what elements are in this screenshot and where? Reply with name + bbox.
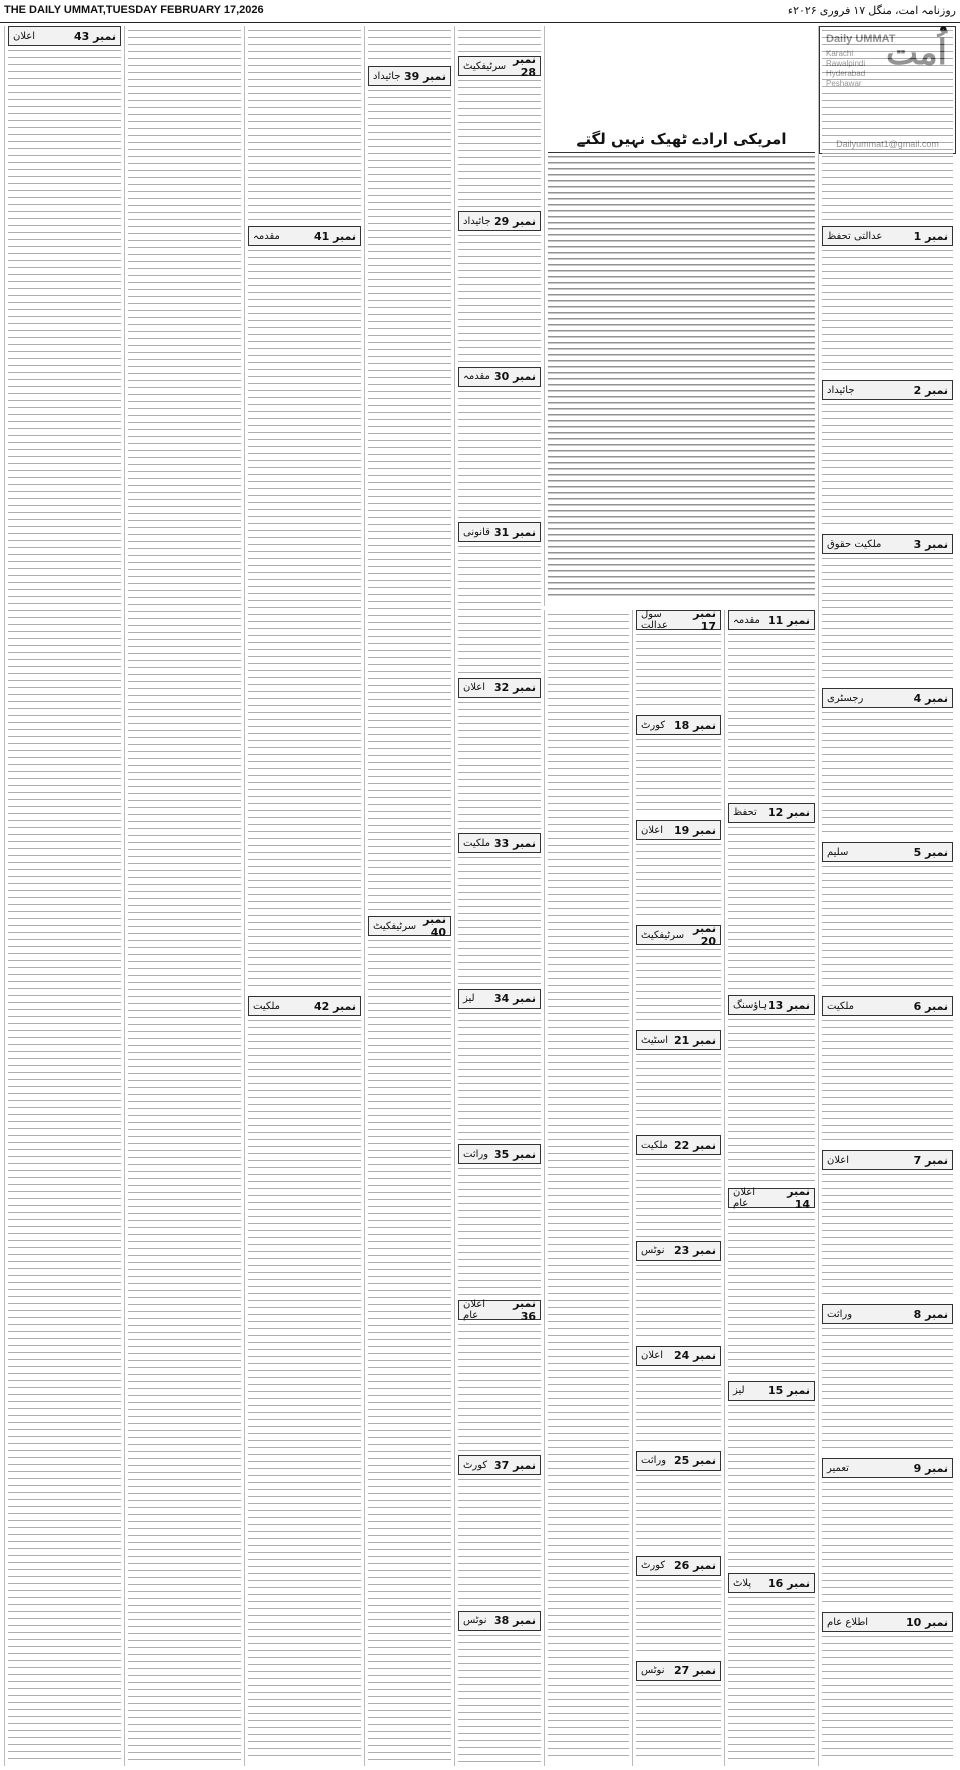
ad-number: نمبر 4 [913, 691, 948, 705]
column-6 [364, 26, 454, 1766]
ad-title: کورٹ [641, 719, 666, 731]
column-text [368, 30, 451, 62]
ad-heading [458, 522, 541, 542]
ad-title: سول عدالت [641, 610, 668, 631]
ad-body-text [636, 1685, 721, 1762]
ad-heading [458, 1455, 541, 1475]
ad-body-text [458, 1635, 541, 1762]
ad-heading [458, 989, 541, 1009]
ad-heading [636, 1135, 721, 1155]
ad-body-text [458, 1013, 541, 1140]
ad-heading [728, 803, 815, 823]
ad-number: نمبر 28 [513, 53, 536, 79]
ad-number: نمبر 2 [913, 383, 948, 397]
ad-number: نمبر 33 [494, 836, 536, 850]
ad-title: نوٹس [463, 1615, 487, 1627]
ad-body-text [458, 546, 541, 673]
ad-heading [728, 610, 815, 630]
ad-heading [248, 226, 361, 246]
ad-number: نمبر 26 [674, 1559, 716, 1573]
ad-body-text [728, 1597, 815, 1762]
ad-number: نمبر 15 [768, 1384, 810, 1398]
ad-title: کورٹ [463, 1459, 488, 1471]
ad-title: نوٹس [641, 1665, 665, 1677]
ad-number: نمبر 21 [674, 1033, 716, 1047]
column-text [548, 614, 629, 1762]
ad-body-text [8, 50, 121, 1762]
ad-number: نمبر 11 [768, 613, 810, 627]
ad-body-text [458, 1168, 541, 1295]
ad-heading [728, 1185, 815, 1211]
column-text [128, 30, 241, 1762]
ad-title: نوٹس [641, 1245, 665, 1257]
ad-body-text [636, 1580, 721, 1657]
ad-number: نمبر 35 [494, 1147, 536, 1161]
ad-heading [636, 610, 721, 633]
editorial-title: امریکی ارادے ٹھیک نہیں لگتے [548, 126, 815, 153]
ad-number: نمبر 19 [674, 823, 716, 837]
ad-title: مقدمہ [733, 614, 760, 626]
ad-heading [822, 534, 953, 554]
ad-body-text [636, 1475, 721, 1552]
ad-title: ملکیت حقوق [827, 538, 882, 550]
ad-title: اطلاع عام [827, 1616, 869, 1628]
ad-heading [822, 1458, 953, 1478]
ad-number: نمبر 37 [494, 1458, 536, 1472]
ad-body-text [458, 80, 541, 207]
column-text [822, 30, 953, 222]
ad-number: نمبر 7 [913, 1153, 948, 1167]
ad-number: نمبر 17 [693, 610, 716, 633]
ad-heading [458, 1144, 541, 1164]
ad-heading [368, 913, 451, 939]
ad-heading [822, 1150, 953, 1170]
ad-heading [636, 820, 721, 840]
ad-heading [458, 367, 541, 387]
column-2 [724, 610, 818, 1766]
ad-heading [458, 833, 541, 853]
ad-number: نمبر 39 [404, 69, 446, 83]
editorial-body [548, 156, 815, 596]
ad-heading [636, 1346, 721, 1366]
ad-body-text [822, 712, 953, 838]
column-text [458, 30, 541, 52]
header-left-title: THE DAILY UMMAT,TUESDAY FEBRUARY 17,2026 [4, 4, 264, 16]
ad-body-text [822, 1482, 953, 1608]
ad-body-text [728, 1019, 815, 1184]
ad-title: وراثت [827, 1308, 853, 1320]
ad-heading [458, 1611, 541, 1631]
ad-heading [636, 1556, 721, 1576]
header-right-text: روزنامہ امت، منگل ۱۷ فروری ۲۰۲۶ء [787, 5, 956, 17]
ad-title: جائیداد [827, 384, 855, 396]
ad-title: جائیداد [373, 70, 401, 82]
ad-number: نمبر 10 [906, 1615, 948, 1629]
ad-number: نمبر 3 [913, 537, 948, 551]
ad-title: ملکیت [463, 837, 491, 849]
column-3 [632, 610, 724, 1766]
ad-number: نمبر 29 [494, 214, 536, 228]
ad-number: نمبر 18 [674, 718, 716, 732]
ad-number: نمبر 30 [494, 370, 536, 384]
ad-title: سلیم [827, 846, 849, 858]
ad-body-text [458, 1479, 541, 1606]
ad-number: نمبر 12 [768, 806, 810, 820]
ad-heading [728, 1381, 815, 1401]
ad-number: نمبر 8 [913, 1307, 948, 1321]
ad-heading [636, 1661, 721, 1681]
ad-heading [822, 842, 953, 862]
ad-body-text [636, 1265, 721, 1342]
ad-body-text [822, 558, 953, 684]
ad-body-text [458, 857, 541, 984]
running-header [0, 0, 960, 23]
ad-title: ملکیت [827, 1000, 855, 1012]
ad-number: نمبر 34 [494, 992, 536, 1006]
ad-title: لیز [733, 1385, 745, 1397]
ad-title: پلاٹ [733, 1577, 752, 1589]
ad-number: نمبر 36 [513, 1296, 536, 1323]
ad-heading [636, 1451, 721, 1471]
ad-body-text [458, 391, 541, 518]
ad-heading [636, 1030, 721, 1050]
ad-body-text [458, 702, 541, 829]
ad-body-text [822, 1636, 953, 1762]
ad-title: اعلان [641, 1350, 664, 1362]
ad-title: اعلان [827, 1154, 850, 1166]
ad-number: نمبر 31 [494, 525, 536, 539]
ad-heading [636, 1241, 721, 1261]
ad-body-text [728, 1405, 815, 1570]
ad-number: نمبر 13 [768, 998, 810, 1012]
ad-heading [728, 995, 815, 1015]
ad-title: اعلان [463, 682, 486, 694]
ad-title: اعلان عام [463, 1298, 486, 1321]
ad-body-text [822, 1174, 953, 1300]
editorial-column [544, 26, 818, 606]
ad-heading [822, 1612, 953, 1632]
ad-number: نمبر 14 [787, 1185, 810, 1211]
ad-heading [822, 688, 953, 708]
ad-number: نمبر 6 [913, 999, 948, 1013]
ad-body-text [368, 90, 451, 912]
ad-heading [458, 1296, 541, 1323]
ad-body-text [636, 844, 721, 921]
ad-number: نمبر 22 [674, 1138, 716, 1152]
ad-title: اسٹیٹ [641, 1034, 669, 1046]
ad-heading [822, 226, 953, 246]
ad-title: مقدمہ [253, 230, 280, 242]
ad-body-text [458, 1324, 541, 1451]
ad-number: نمبر 32 [494, 681, 536, 695]
ad-number: نمبر 24 [674, 1349, 716, 1363]
ad-body-text [248, 1020, 361, 1762]
ad-heading [822, 996, 953, 1016]
column-8 [124, 26, 244, 1766]
ad-title: سرٹیفکیٹ [463, 60, 507, 72]
ad-body-text [636, 634, 721, 711]
ad-body-text [636, 1054, 721, 1131]
ad-heading [822, 380, 953, 400]
ad-body-text [822, 1020, 953, 1146]
ad-number: نمبر 43 [74, 29, 116, 43]
ad-title: قانونی [463, 526, 490, 538]
ad-title: سرٹیفکیٹ [373, 920, 417, 932]
ad-heading [368, 66, 451, 86]
ad-number: نمبر 9 [913, 1461, 948, 1475]
ad-title: ملکیت [641, 1139, 669, 1151]
ad-title: اعلان [641, 824, 664, 836]
ad-title: کورٹ [641, 1560, 666, 1572]
ad-body-text [636, 739, 721, 816]
ad-number: نمبر 40 [423, 913, 446, 939]
ad-number: نمبر 41 [314, 229, 356, 243]
ad-heading [822, 1304, 953, 1324]
ad-body-text [636, 1370, 721, 1447]
column-text [248, 30, 361, 222]
ad-heading [636, 922, 721, 949]
ad-body-text [248, 250, 361, 992]
ad-title: تحفظ [733, 807, 757, 819]
ad-heading [458, 678, 541, 698]
ad-title: ہاؤسنگ [733, 999, 768, 1011]
ad-number: نمبر 16 [768, 1576, 810, 1590]
ad-number: نمبر 23 [674, 1244, 716, 1258]
ad-heading [636, 715, 721, 735]
ad-body-text [822, 1328, 953, 1454]
ad-title: سرٹیفکیٹ [641, 929, 685, 941]
ad-body-text [822, 404, 953, 530]
ad-heading [248, 996, 361, 1016]
ad-heading [458, 211, 541, 231]
column-7 [244, 26, 364, 1766]
ad-number: نمبر 38 [494, 1614, 536, 1628]
ad-title: عدالتی تحفظ [827, 230, 883, 242]
ad-body-text [728, 1212, 815, 1377]
columns-grid [4, 26, 956, 1766]
ad-number: نمبر 25 [674, 1454, 716, 1468]
column-5 [454, 26, 544, 1766]
ad-title: جائیداد [463, 215, 491, 227]
ad-body-text [368, 940, 451, 1762]
ad-heading [458, 53, 541, 79]
ad-body-text [822, 866, 953, 992]
ad-body-text [458, 235, 541, 362]
ad-title: وراثت [641, 1455, 667, 1467]
ad-number: نمبر 20 [693, 922, 716, 949]
ad-title: تعمیر [827, 1462, 849, 1474]
ad-body-text [636, 1159, 721, 1236]
ad-body-text [822, 250, 953, 376]
ad-title: مقدمہ [463, 371, 490, 383]
column-1 [818, 26, 956, 1766]
ad-title: رجسٹری [827, 692, 864, 704]
ad-number: نمبر 27 [674, 1664, 716, 1678]
ad-number: نمبر 1 [913, 229, 948, 243]
ad-title: اعلان عام [733, 1187, 756, 1209]
ad-title: وراثت [463, 1148, 489, 1160]
ad-heading [8, 26, 121, 46]
ad-body-text [728, 827, 815, 992]
ad-title: اعلان [13, 30, 36, 42]
column-4 [544, 610, 632, 1766]
ad-body-text [636, 949, 721, 1026]
ad-title: ملکیت [253, 1000, 281, 1012]
ad-title: لیز [463, 993, 475, 1005]
ad-number: نمبر 42 [314, 999, 356, 1013]
column-9 [4, 26, 124, 1766]
ad-heading [728, 1573, 815, 1593]
ad-number: نمبر 5 [913, 845, 948, 859]
ad-body-text [728, 634, 815, 799]
